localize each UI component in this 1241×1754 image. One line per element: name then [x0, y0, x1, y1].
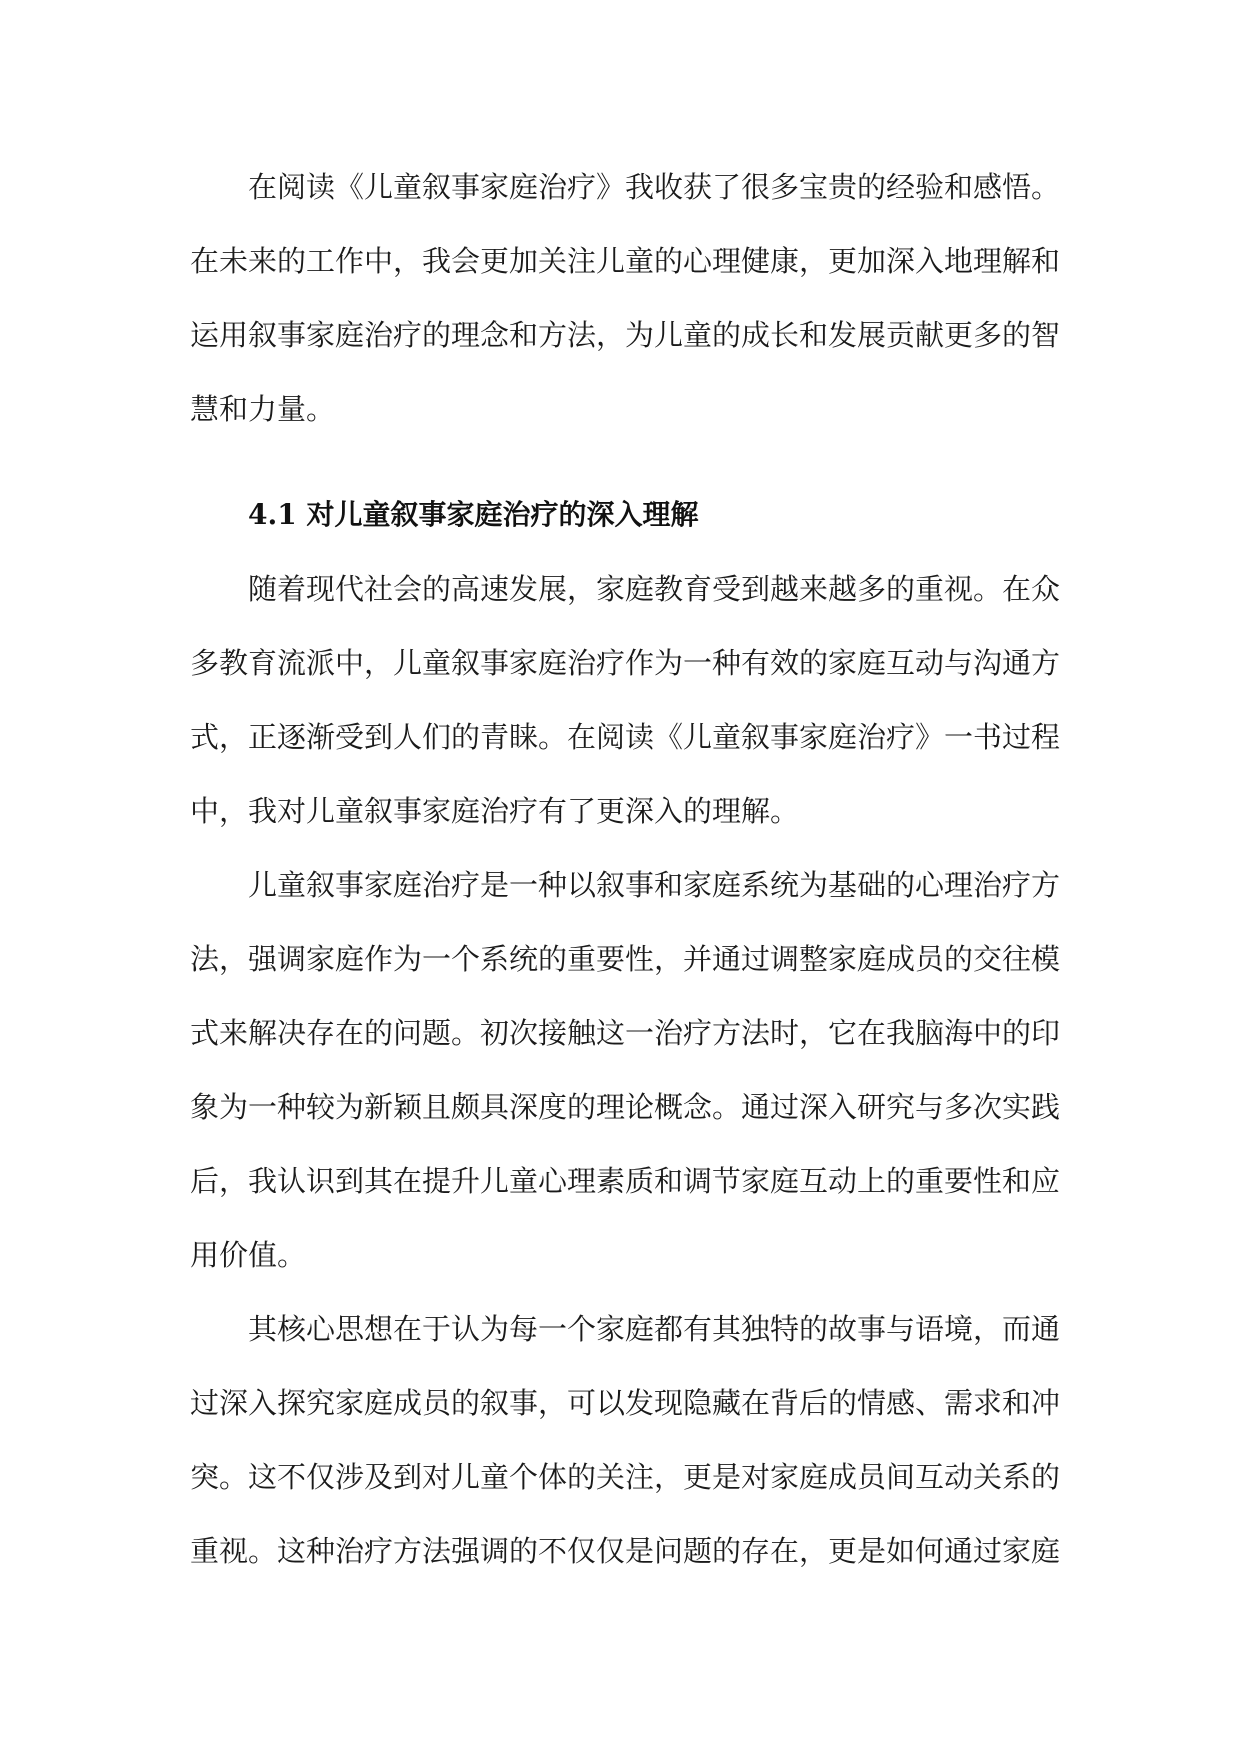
body-paragraph: 儿童叙事家庭治疗是一种以叙事和家庭系统为基础的心理治疗方法，强调家庭作为一个系统的重要性，并通过调整家庭成员的交往模式来解决存在的问题。初次接触这一治疗方法时，它在我脑海中的印象为一种较为新颖且颇具深度的理论概念。通过深入研究与多次实践后，我认识到其在提升儿童心理素质和调节家庭互动上的重要性和应用价值。: [190, 868, 1061, 1272]
section-heading: 4.1 对儿童叙事家庭治疗的深入理解: [248, 498, 699, 531]
document-body: [190, 150, 1060, 1588]
body-paragraph: 随着现代社会的高速发展，家庭教育受到越来越多的重视。在众多教育流派中，儿童叙事家庭治疗作为一种有效的家庭互动与沟通方式，正逐渐受到人们的青睐。在阅读《儿童叙事家庭治疗》一书过程中，我对儿童叙事家庭治疗有了更深入的理解。: [190, 572, 1061, 828]
intro-paragraph: 在阅读《儿童叙事家庭治疗》我收获了很多宝贵的经验和感悟。在未来的工作中，我会更加关注儿童的心理健康，更加深入地理解和运用叙事家庭治疗的理念和方法，为儿童的成长和发展贡献更多的智慧和力量。: [190, 170, 1061, 426]
body-paragraph: 其核心思想在于认为每一个家庭都有其独特的故事与语境，而通过深入探究家庭成员的叙事，可以发现隐藏在背后的情感、需求和冲突。这不仅涉及到对儿童个体的关注，更是对家庭成员间互动关系的重视。这种治疗方法强调的不仅仅是问题的存在，更是如何通过家庭: [190, 1312, 1061, 1568]
section-gap: [190, 446, 1060, 462]
